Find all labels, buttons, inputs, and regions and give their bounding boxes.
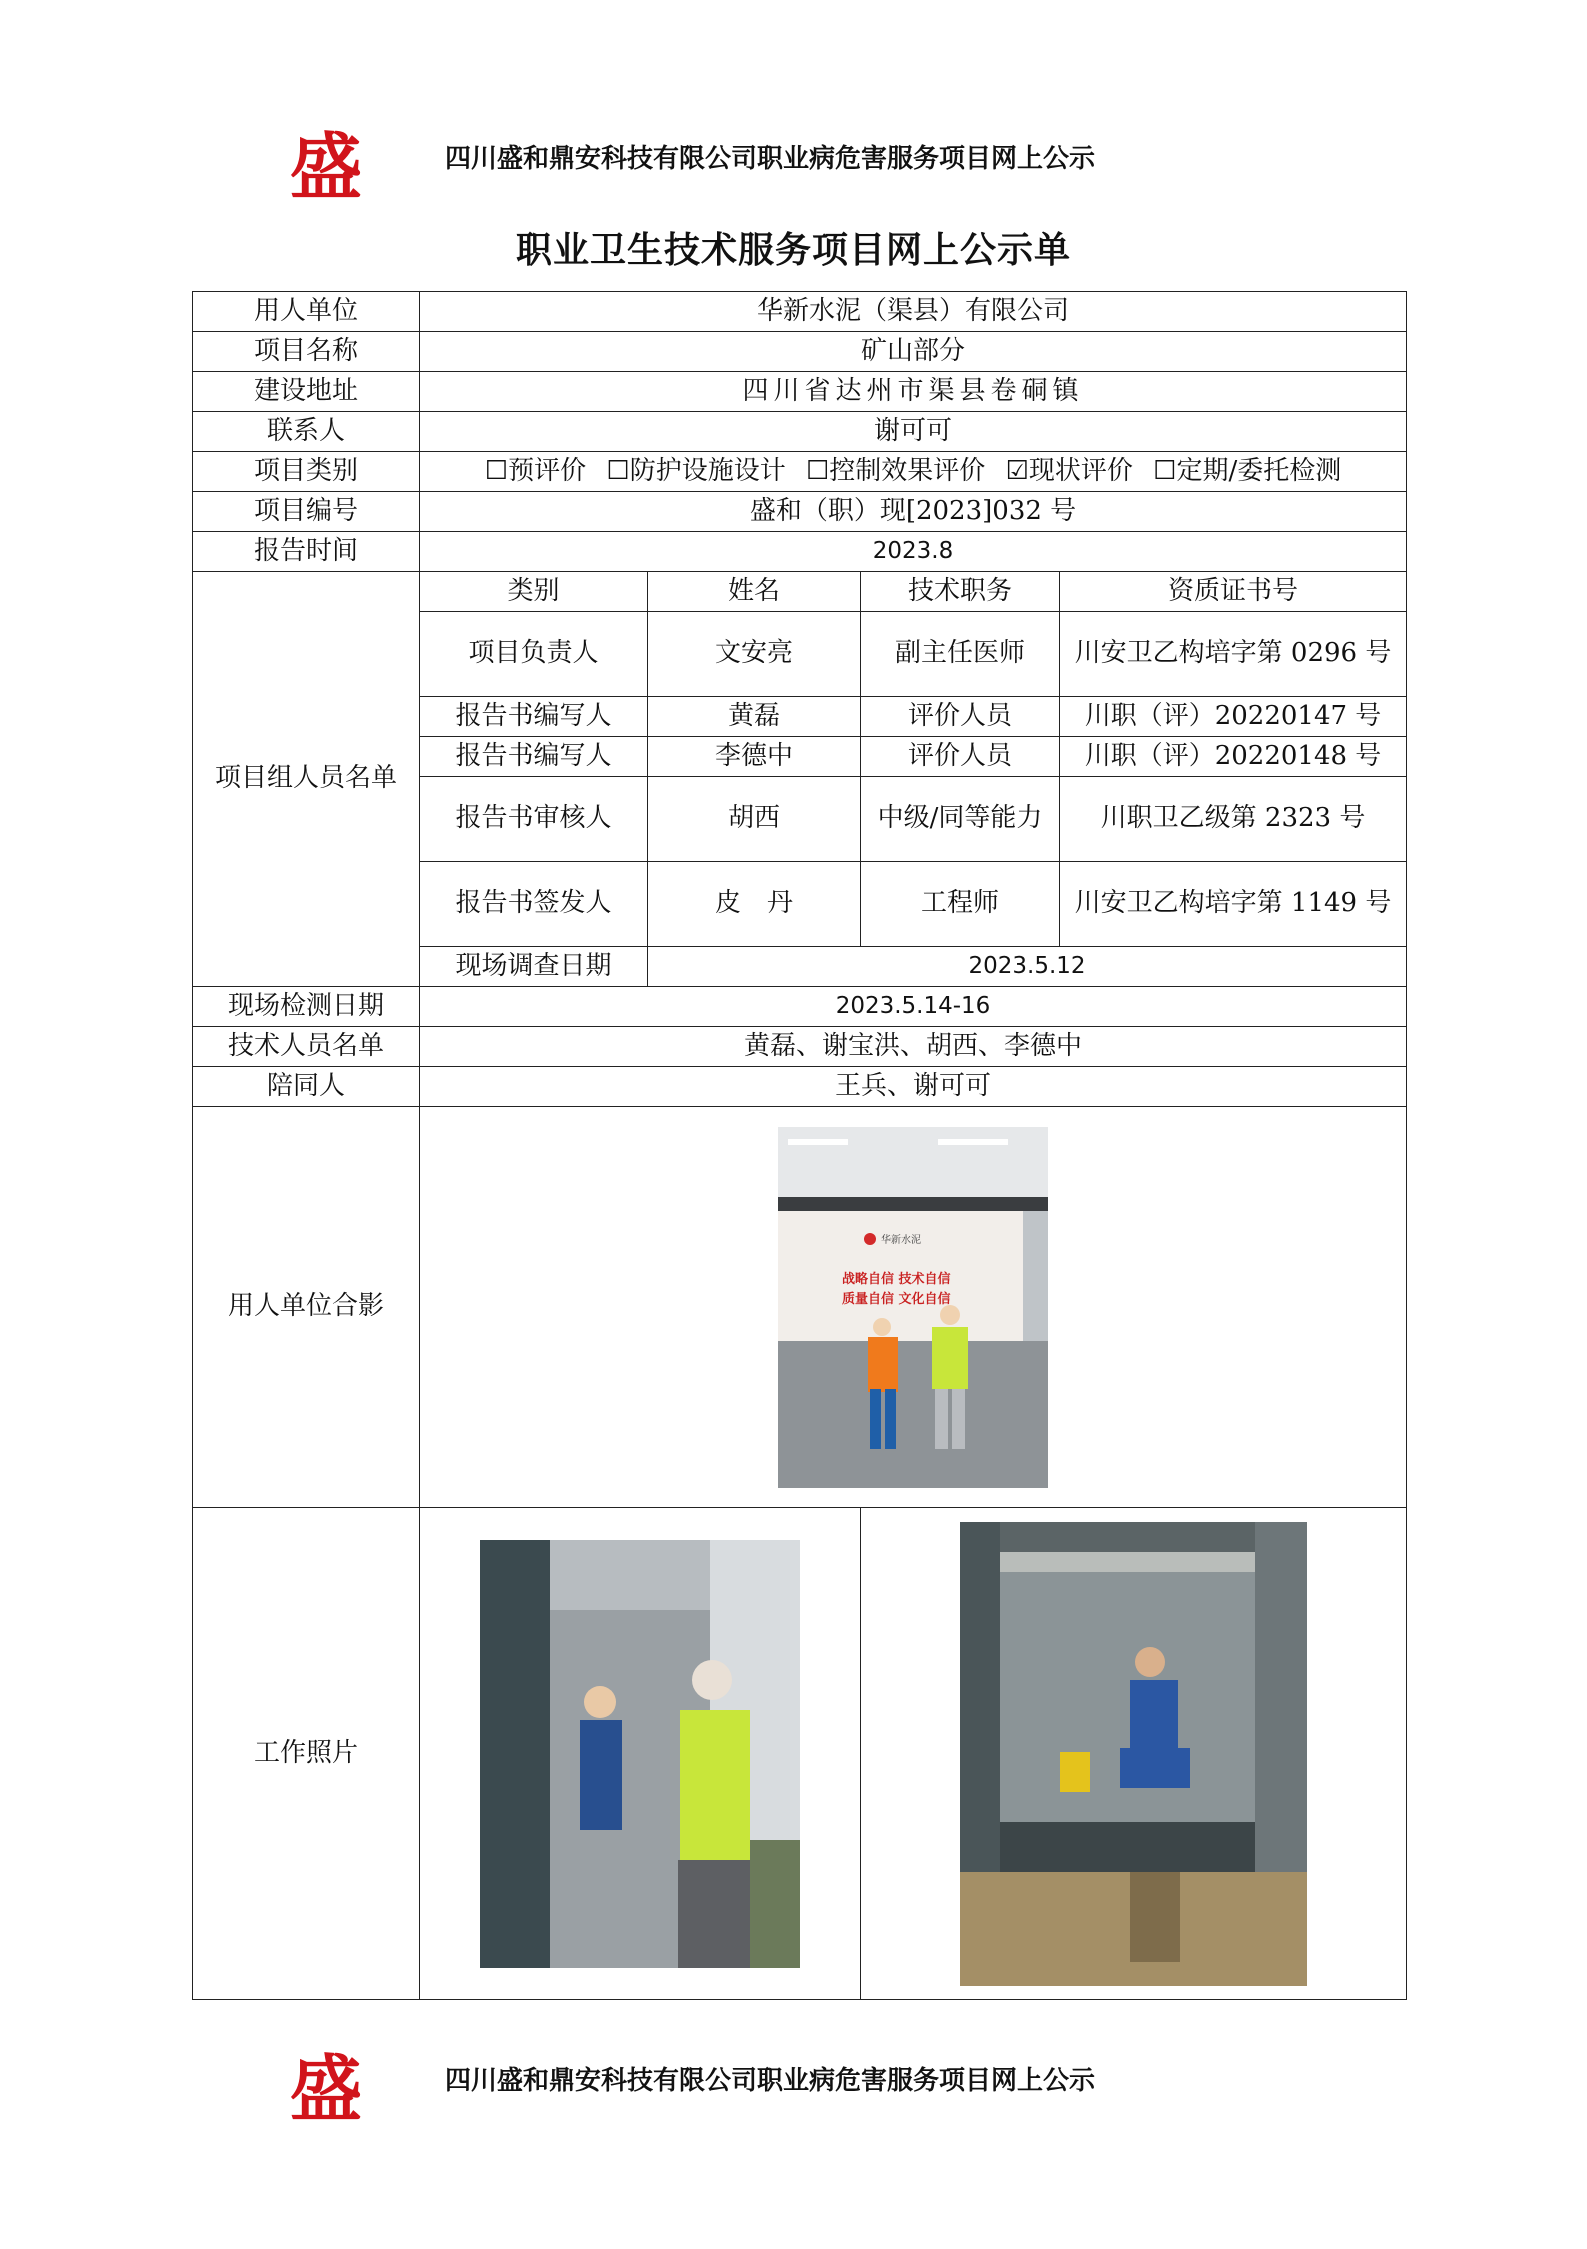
team-name: 文安亮: [648, 612, 861, 697]
category-option: ☐防护设施设计: [606, 455, 786, 486]
employer-label: 用人单位: [193, 292, 420, 332]
team-name: 李德中: [648, 737, 861, 777]
team-cert: 川安卫乙构培字第 1149 号: [1060, 862, 1407, 947]
checkbox-icon: ☐: [606, 455, 630, 486]
company-logo: [287, 126, 365, 206]
page-footer: [0, 2048, 1587, 2128]
team-role: 报告书签发人: [420, 862, 648, 947]
team-header-title: 技术职务: [861, 572, 1060, 612]
svg-text:华新水泥: 华新水泥: [881, 1234, 921, 1246]
team-name: 胡西: [648, 777, 861, 862]
category-option: ☑现状评价: [1005, 455, 1133, 486]
category-option: ☐控制效果评价: [805, 455, 986, 486]
category-label: 项目类别: [193, 452, 420, 492]
tech-staff-value: 黄磊、谢宝洪、胡西、李德中: [420, 1027, 1407, 1067]
group-photo-label: 用人单位合影: [193, 1107, 420, 1508]
category-option: ☐定期/委托检测: [1153, 455, 1342, 486]
team-name: 皮 丹: [648, 862, 861, 947]
team-role: 报告书审核人: [420, 777, 648, 862]
svg-text:盛: 盛: [289, 2048, 363, 2128]
team-cert: 川职（评）20220148 号: [1060, 737, 1407, 777]
team-title: 评价人员: [861, 697, 1060, 737]
team-title: 中级/同等能力: [861, 777, 1060, 862]
checkbox-icon: ☐: [805, 455, 830, 486]
tech-staff-label: 技术人员名单: [193, 1027, 420, 1067]
team-name: 黄磊: [648, 697, 861, 737]
team-role: 报告书编写人: [420, 697, 648, 737]
header-text: 四川盛和鼎安科技有限公司职业病危害服务项目网上公示: [445, 144, 1096, 174]
report-time-value: 2023.8: [420, 532, 1407, 572]
contact-label: 联系人: [193, 412, 420, 452]
project-name-label: 项目名称: [193, 332, 420, 372]
group-photo: [778, 1127, 1048, 1488]
svg-text:盛: 盛: [289, 126, 363, 206]
category-option: ☐预评价: [484, 455, 587, 486]
page-header: [0, 126, 1587, 206]
address-value: 四川省达州市渠县卷硐镇: [420, 372, 1407, 412]
escort-value: 王兵、谢可可: [420, 1067, 1407, 1107]
work-photo-label: 工作照片: [193, 1508, 420, 2000]
team-label: 项目组人员名单: [193, 572, 420, 987]
svg-text:战略自信 技术自信: 战略自信 技术自信: [842, 1271, 951, 1287]
footer-text: 四川盛和鼎安科技有限公司职业病危害服务项目网上公示: [445, 2066, 1096, 2096]
svg-text:质量自信 文化自信: 质量自信 文化自信: [842, 1291, 951, 1307]
test-date-label: 现场检测日期: [193, 987, 420, 1027]
contact-value: 谢可可: [420, 412, 1407, 452]
team-title: 评价人员: [861, 737, 1060, 777]
work-photo-cell-2: [861, 1508, 1407, 2000]
address-label: 建设地址: [193, 372, 420, 412]
escort-label: 陪同人: [193, 1067, 420, 1107]
work-photo-1: [480, 1540, 800, 1968]
work-photo-2: [960, 1522, 1307, 1986]
report-time-label: 报告时间: [193, 532, 420, 572]
team-cert: 川职卫乙级第 2323 号: [1060, 777, 1407, 862]
team-header-name: 姓名: [648, 572, 861, 612]
team-header-category: 类别: [420, 572, 648, 612]
page-title: 职业卫生技术服务项目网上公示单: [515, 229, 1071, 271]
work-photo-cell-1: [420, 1508, 861, 2000]
team-role: 项目负责人: [420, 612, 648, 697]
test-date-value: 2023.5.14-16: [420, 987, 1407, 1027]
project-no-label: 项目编号: [193, 492, 420, 532]
team-title: 副主任医师: [861, 612, 1060, 697]
category-options: [420, 452, 1407, 492]
checkbox-icon: ☐: [1153, 455, 1177, 486]
team-cert: 川职（评）20220147 号: [1060, 697, 1407, 737]
team-role: 报告书编写人: [420, 737, 648, 777]
team-cert: 川安卫乙构培字第 0296 号: [1060, 612, 1407, 697]
project-name-value: 矿山部分: [420, 332, 1407, 372]
checkbox-icon: ☐: [484, 455, 509, 486]
employer-value: 华新水泥（渠县）有限公司: [420, 292, 1407, 332]
team-title: 工程师: [861, 862, 1060, 947]
survey-date-value: 2023.5.12: [648, 947, 1407, 987]
checked-checkbox-icon: ☑: [1005, 455, 1029, 486]
company-logo: [287, 2048, 365, 2128]
team-header-cert: 资质证书号: [1060, 572, 1407, 612]
group-photo-cell: [420, 1107, 1407, 1508]
notice-table: [192, 291, 1407, 2000]
survey-date-label: 现场调查日期: [420, 947, 648, 987]
project-no-value: 盛和（职）现[2023]032 号: [420, 492, 1407, 532]
